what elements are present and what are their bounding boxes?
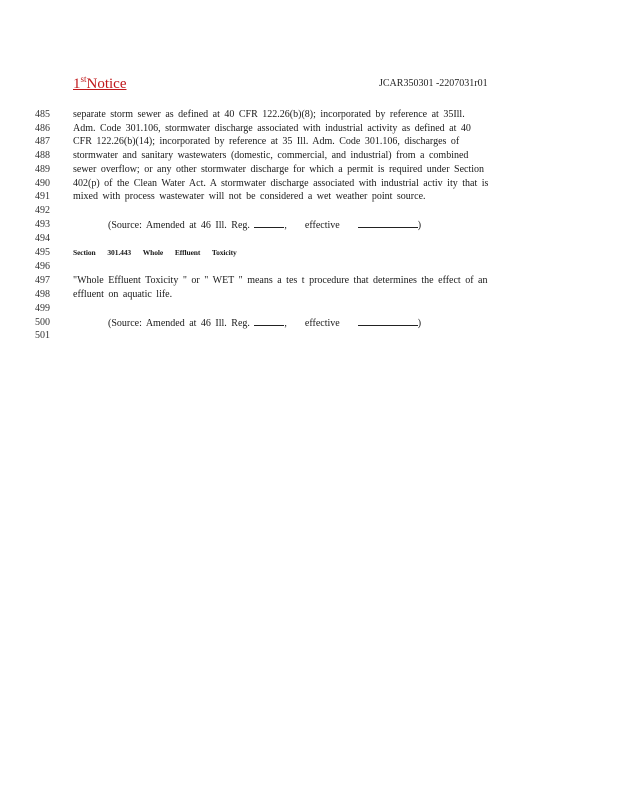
line-number: 496 <box>35 261 50 273</box>
line-number: 497 <box>35 275 50 287</box>
document-line <box>0 204 618 218</box>
source-note: (Source: Amended at 46 Ill. Reg. , effective ) <box>108 317 422 329</box>
blank-field <box>254 316 284 326</box>
document-line <box>0 232 618 246</box>
page-header <box>73 74 533 94</box>
line-number: 495 <box>35 247 50 259</box>
document-line <box>0 260 618 274</box>
line-number: 486 <box>35 122 50 134</box>
section-heading-line <box>0 246 618 260</box>
source-text: (Source: Amended at 46 Ill. Reg. <box>108 220 250 232</box>
document-line <box>0 122 618 136</box>
line-text: 402(p) of the Clean Water Act. A stormwater discharge associated with industrial activ ity that is <box>73 177 489 189</box>
line-number: 500 <box>35 316 50 328</box>
line-number: 499 <box>35 302 50 314</box>
line-text: mixed with process wastewater will not be considered a wet weather point source. <box>73 191 426 203</box>
line-number: 489 <box>35 163 50 175</box>
effective-label: effective <box>304 317 340 329</box>
line-text: effluent on aquatic life. <box>73 288 173 300</box>
document-line <box>0 108 618 122</box>
line-number: 501 <box>35 330 50 342</box>
blank-field <box>254 218 284 228</box>
line-number: 485 <box>35 109 50 120</box>
document-line <box>0 163 618 177</box>
line-number: 498 <box>35 288 50 300</box>
source-note: (Source: Amended at 46 Ill. Reg. , effective ) <box>108 220 422 232</box>
document-line <box>0 329 618 343</box>
line-number: 493 <box>35 219 50 231</box>
section-heading: Section 301.443 Whole Effluent Toxicity <box>73 248 237 258</box>
source-note-line <box>0 218 618 232</box>
document-line <box>0 135 618 149</box>
notice-label: 1stNotice <box>73 74 127 92</box>
document-line <box>0 177 618 191</box>
document-line <box>0 274 618 288</box>
blank-field <box>358 316 418 326</box>
document-line <box>0 149 618 163</box>
line-text: sewer overflow; or any other stormwater discharge for which a permit is required under Section <box>73 163 485 175</box>
line-text: stormwater and sanitary wastewaters (domestic, commercial, and industrial) from a combined <box>73 150 469 162</box>
document-line <box>0 288 618 302</box>
line-text: Adm. Code 301.106, stormwater discharge associated with industrial activity as defined at 40 <box>73 122 471 134</box>
document-line <box>0 190 618 204</box>
line-number: 491 <box>35 191 50 203</box>
line-number: 492 <box>35 204 50 216</box>
line-text: separate storm sewer as defined at 40 CFR 122.26(b)(8); incorporated by reference at 35Ill. <box>73 109 465 120</box>
line-number: 487 <box>35 136 50 148</box>
line-number: 490 <box>35 177 50 189</box>
blank-field <box>358 218 418 228</box>
line-number: 494 <box>35 233 50 245</box>
source-text: (Source: Amended at 46 Ill. Reg. <box>108 317 250 329</box>
document-line <box>0 302 618 316</box>
line-text: CFR 122.26(b)(14); incorporated by reference at 35 Ill. Adm. Code 301.106, discharges of <box>73 136 460 148</box>
document-id: JCAR350301 -2207031r01 <box>379 78 488 89</box>
source-note-line <box>0 316 618 330</box>
line-number: 488 <box>35 150 50 162</box>
effective-label: effective <box>304 220 340 232</box>
line-text: "Whole Effluent Toxicity " or " WET " means a tes t procedure that determines the effect of an <box>73 275 488 287</box>
